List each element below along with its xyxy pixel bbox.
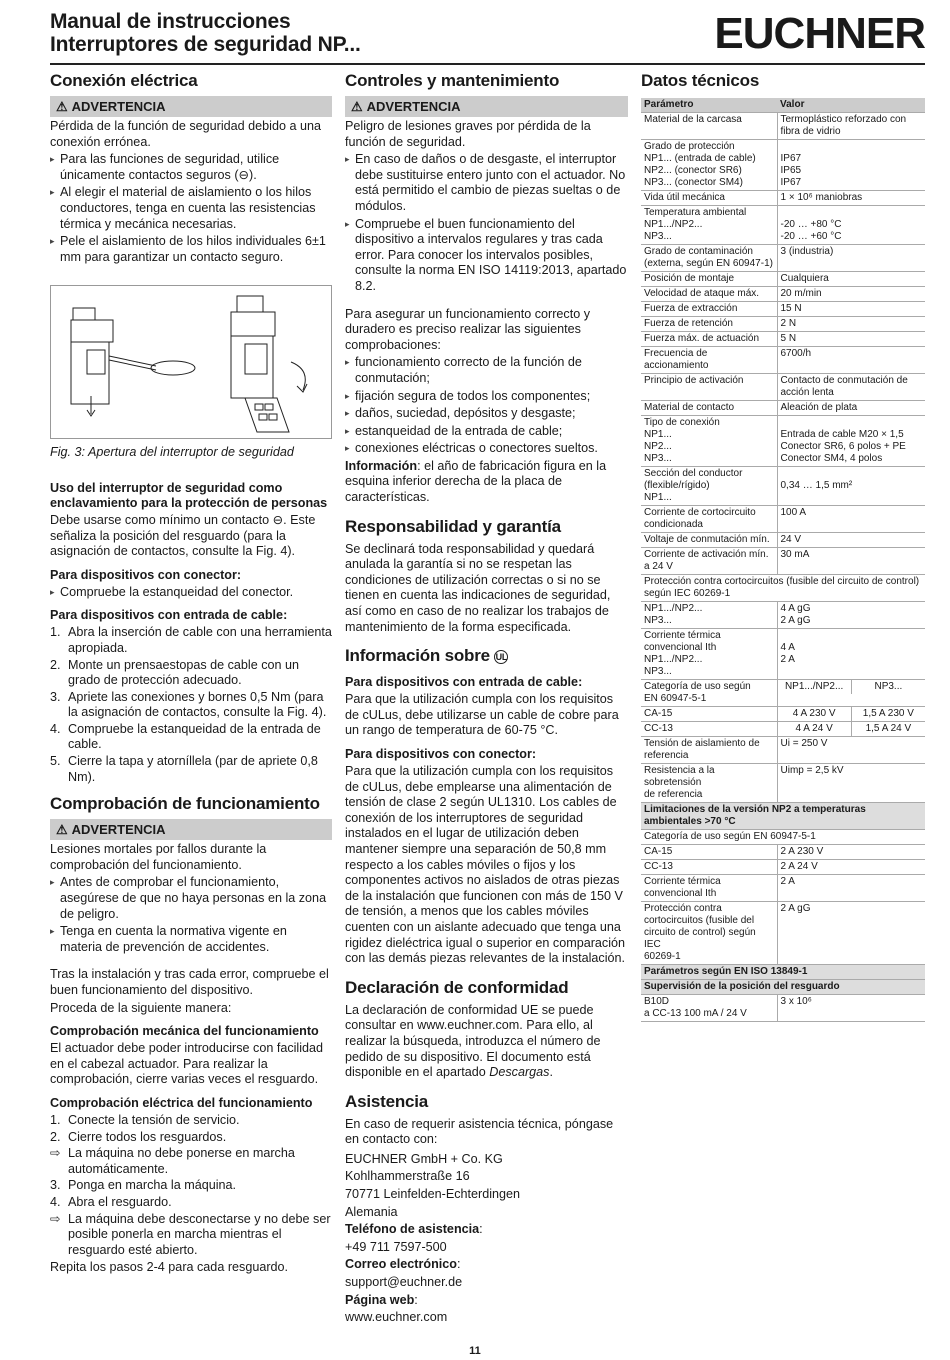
warning-text: Pérdida de la función de seguridad debido a una conexión errónea. [50,119,321,149]
value-cell: 3 (industria) [777,245,925,272]
heading-comprobacion: Comprobación de funcionamiento [50,794,320,814]
list-item: 5. Cierre la tapa y atorníllela (par de apriete 0,8 Nm). [50,754,318,784]
heading-cable-ul: Para dispositivos con entrada de cable: [345,675,583,690]
heading-informacion: Información sobre UL [345,646,508,666]
tel-value: +49 711 7597-500 [345,1239,447,1254]
value-cell: Ui = 250 V [777,737,925,764]
table-row [641,416,925,467]
table-row [641,902,925,965]
title-line-1: Manual de instrucciones [50,10,291,33]
table-row [641,206,925,245]
figure-switch-opening [50,285,332,439]
uso-text: Debe usarse como mínimo un contacto ⊖. Este señaliza la posición del resguardo (para la asignación de contactos, consulte la Fig. 4). [50,512,316,559]
value-cell: 20 m/min [777,287,925,302]
warning-bullet: ▸ Compruebe el buen funcionamiento del dispositivo a intervalos regulares y tras cada error. Para conocer los intervalos posibles, consulte la norma EN ISO 14119:2013, apartado 8.2. [345,217,628,295]
table-row [641,113,925,140]
warning-text: Peligro de lesiones graves por pérdida de la función de seguridad. [345,119,591,149]
value-cell: Uimp = 2,5 kV [777,764,925,803]
param-cell: Grado de protección NP1... (entrada de cable) NP2... (conector SR6) NP3... (conector SM4) [641,140,777,191]
value-cell: 100 A [777,506,925,533]
web-label: Página web: [345,1292,418,1307]
param-cell: Corriente de cortocircuito condicionada [641,506,777,533]
param-cell: Temperatura ambiental NP1.../NP2... NP3... [641,206,777,245]
param-cell: Tipo de conexión NP1... NP2... NP3... [641,416,777,467]
list-item: ▸ estanqueidad de la entrada de cable; [345,424,628,440]
cable-ul-text: Para que la utilización cumpla con los requisitos de cULus, debe utilizarse un cable de cobre para un rango de temperatura de 60-75 °C. [345,692,619,738]
value-cell: NP1.../NP2... NP3... [777,680,925,707]
heading-responsabilidad: Responsabilidad y garantía [345,516,561,536]
warning-text: Lesiones mortales por fallos durante la comprobación del funcionamiento. [50,842,267,872]
maintenance-list [345,355,628,457]
heading-conexion: Conexión eléctrica [50,71,198,90]
param-cell: Velocidad de ataque máx. [641,287,777,302]
table-row [641,980,925,995]
value-cell: 4 A 2 A [777,629,925,680]
value-cell: 2 N [777,317,925,332]
warning-label: ADVERTENCIA [366,99,461,114]
value-cell: 2 A 24 V [777,860,925,875]
document-title [50,10,361,56]
param-cell: Corriente térmica convencional Ith [641,875,777,902]
value-cell: Termoplástico reforzado con fibra de vidrio [777,113,925,140]
heading-electrica: Comprobación eléctrica del funcionamiento [50,1095,313,1110]
value-cell: 3 x 10⁶ [777,995,925,1022]
section-header: Parámetros según EN ISO 13849-1 [641,965,925,980]
conector-ul-text: Para que la utilización cumpla con los requisitos de cULus, debe emplearse una alimentación de tensión de clase 2 según UL1310. Los cables de conexión de los interruptores de seguridad instalados en el lugar de utilización deben mantener siempre una separación de 50,8 mm respecto a los cables móviles o fijos y los componentes activos no aislados de otras piezas de la instalación que funcionen con más de 150 V de tensión, a menos que los cables móviles cuenten con un aislante adecuado que tenga una rigidez dieléctrica igual o superior en comparación con las demás piezas relevantes de la instalación. [345,764,626,966]
table-row [641,548,925,575]
address-line: Alemania [345,1204,398,1219]
page-number: 11 [469,1345,481,1357]
table-row [641,575,925,602]
euchner-logo: EUCHNER [714,9,925,58]
value-cell: Contacto de conmutación de acción lenta [777,374,925,401]
param-cell: Grado de contaminación (externa, según EN 60947-1) [641,245,777,272]
maintenance-intro: Para asegurar un funcionamiento correcto y duradero es preciso realizar las siguientes comprobaciones: [345,306,591,352]
heading-conector: Para dispositivos con conector: [50,567,242,582]
param-cell: Principio de activación [641,374,777,401]
after-install-text: Tras la instalación y tras cada error, compruebe el buen funcionamiento del dispositivo. [50,967,329,997]
warning-bullet: ▸ Pele el aislamiento de los hilos individuales 6±1 mm para garantizar un contacto seguro. [50,234,332,265]
table-row [641,707,925,722]
param-cell: CC-13 [641,722,777,737]
table-row [641,602,925,629]
warning-box-1 [50,96,332,271]
mail-link[interactable]: support@euchner.de [345,1275,463,1290]
table-row [641,332,925,347]
warning-icon: ⚠ [56,99,68,114]
web-link[interactable]: www.euchner.com [345,1310,448,1325]
table-row [641,347,925,374]
table-row [641,764,925,803]
section-header: Limitaciones de la versión NP2 a temperaturas ambientales >70 °C [641,803,925,830]
table-row [641,287,925,302]
list-item: 2. Cierre todos los resguardos. [50,1129,227,1144]
list-item: ⇨ La máquina no debe ponerse en marcha automáticamente. [50,1146,295,1176]
table-row [641,737,925,764]
value-cell: 6700/h [777,347,925,374]
title-line-2: Interruptores de seguridad NP... [50,33,361,56]
warning-bullet: ▸ En caso de daños o de desgaste, el interruptor debe sustituirse entero junto con el actuador. No está permitido el cambio de piezas sueltas o de módulos. [345,152,628,214]
list-item: 4. Compruebe la estanqueidad de la entrada de cable. [50,721,321,752]
heading-conector-ul: Para dispositivos con conector: [345,747,537,761]
table-row [641,245,925,272]
param-cell: Voltaje de conmutación mín. [641,533,777,548]
value-cell: Aleación de plata [777,401,925,416]
param-cell: Tensión de aislamiento de referencia [641,737,777,764]
heading-asistencia: Asistencia [345,1091,429,1111]
table-row [641,506,925,533]
heading-controles: Controles y mantenimiento [345,71,560,90]
value-cell: 2 A gG [777,902,925,965]
table-row [641,722,925,737]
warning-bullet: ▸ Tenga en cuenta la normativa vigente en materia de prevención de accidentes. [50,924,332,955]
address-line: EUCHNER GmbH + Co. KG [345,1151,503,1166]
table-row [641,845,925,860]
list-item: 2. Monte un prensaestopas de cable con un grado de protección adecuado. [50,657,300,688]
value-cell: 2 A [777,875,925,902]
table-row [641,680,925,707]
warning-label: ADVERTENCIA [71,99,166,114]
column-right [641,70,925,1022]
value-cell: 5 N [777,332,925,347]
param-cell: Posición de montaje [641,272,777,287]
repeat-text: Repita los pasos 2-4 para cada resguardo. [50,1260,289,1275]
table-row [641,629,925,680]
param-cell: Sección del conductor (flexible/rígido) NP1... [641,467,777,506]
heading-cable: Para dispositivos con entrada de cable: [50,608,288,623]
value-cell: 24 V [777,533,925,548]
info-paragraph: Información: el año de fabricación figura en la esquina inferior derecha de la placa de características. [345,458,607,505]
list-item: 1. Conecte la tensión de servicio. [50,1112,240,1127]
tel-label: Teléfono de asistencia: [345,1222,483,1237]
param-cell: B10D a CC-13 100 mA / 24 V [641,995,777,1022]
section-header: Supervisión de la posición del resguardo [641,980,925,995]
param-cell: Fuerza de retención [641,317,777,332]
value-cell: 0,34 … 1,5 mm² [777,467,925,506]
address-line: 70771 Leinfelden-Echterdingen [345,1187,521,1202]
value-cell: IP67 IP65 IP67 [777,140,925,191]
value-cell: -20 … +80 °C -20 … +60 °C [777,206,925,245]
value-cell: 2 A 230 V [777,845,925,860]
responsabilidad-text: Se declinará toda responsabilidad y quedará anulada la garantía si no se respetan las condiciones de utilización correctas o si no se tienen en cuenta las indicaciones de seguridad, así como en caso de no realizar los trabajos de mantenimiento de la forma especificada. [345,541,611,634]
declaracion-text: La declaración de conformidad UE se puede consultar en www.euchner.com. Para ello, al realizar la búsqueda, introduzca el número de pedido de su dispositivo. El documento está disponible en el apartado Descargas. [345,1002,601,1080]
list-item: ▸ daños, suciedad, depósitos y desgaste; [345,406,628,422]
table-row [641,140,925,191]
table-row [641,191,925,206]
warning-icon: ⚠ [351,99,363,114]
list-item: ▸ funcionamiento correcto de la función de conmutación; [345,355,628,386]
table-row [641,467,925,506]
param-cell: Material de la carcasa [641,113,777,140]
param-cell: Protección contra cortocircuitos (fusible del circuito de control) según IEC 60269-1 [641,902,777,965]
list-item: 4. Abra el resguardo. [50,1194,172,1209]
list-item: ⇨ La máquina debe desconectarse y no debe ser posible ponerla en marcha mientras el resguardo esté abierto. [50,1211,331,1257]
param-cell: NP1.../NP2... NP3... [641,602,777,629]
warning-bullet: ▸ Al elegir el material de aislamiento o los hilos conductores, tenga en cuenta las resistencias térmica y mecánica necesarias. [50,185,332,232]
warning-box-3 [50,819,332,961]
culus-icon: UL [495,651,508,662]
column-middle [345,70,628,1328]
warning-box-2 [345,96,628,301]
cable-steps [50,625,332,785]
heading-uso: Uso del interruptor de seguridad como enclavamiento para la protección de personas [50,480,328,510]
warning-icon: ⚠ [56,822,68,838]
table-row [641,875,925,902]
value-cell: Entrada de cable M20 × 1,5 Conector SR6, 6 polos + PE Conector SM4, 4 polos [777,416,925,467]
list-item: 1. Abra la inserción de cable con una herramienta apropiada. [50,625,332,655]
header-rule [50,63,925,65]
value-cell: 1 × 10⁶ maniobras [777,191,925,206]
param-cell: Fuerza máx. de actuación [641,332,777,347]
value-cell: 4 A gG 2 A gG [777,602,925,629]
heading-datos: Datos técnicos [641,71,760,90]
proceed-text: Proceda de la siguiente manera: [50,1000,232,1015]
list-item: ▸ fijación segura de todos los componentes; [345,389,628,405]
list-item: ▸ conexiones eléctricas o conectores sueltos. [345,441,628,457]
table-row [641,533,925,548]
conector-bullet: ▸ Compruebe la estanqueidad del conector. [50,585,332,601]
param-cell: Fuerza de extracción [641,302,777,317]
table-row [641,272,925,287]
table-row [641,302,925,317]
param-cell: CC-13 [641,860,777,875]
mail-label: Correo electrónico: [345,1257,461,1272]
column-header: Valor [777,98,925,113]
param-cell: Frecuencia de accionamiento [641,347,777,374]
value-cell: 15 N [777,302,925,317]
column-header: Parámetro [641,98,777,113]
param-cell: Categoría de uso según EN 60947-5-1 [641,680,777,707]
warning-bullet: ▸ Antes de comprobar el funcionamiento, asegúrese de que no haya personas en la zona de peligro. [50,875,332,922]
table-row [641,317,925,332]
value-cell: 4 A 230 V 1,5 A 230 V [777,707,925,722]
span-cell: Protección contra cortocircuitos (fusible del circuito de control) según IEC 60269-1 [641,575,925,602]
table-row [641,374,925,401]
figure-caption: Fig. 3: Apertura del interruptor de seguridad [50,445,294,460]
table-header-row [641,98,925,113]
table-row [641,860,925,875]
value-cell: Cualquiera [777,272,925,287]
param-cell: Corriente de activación mín. a 24 V [641,548,777,575]
table-row [641,830,925,845]
list-item: 3. Apriete las conexiones y bornes 0,5 Nm (para la asignación de contactos, consulte la Fig. 4). [50,689,327,720]
param-cell: CA-15 [641,845,777,860]
param-cell: CA-15 [641,707,777,722]
heading-mecanica: Comprobación mecánica del funcionamiento [50,1024,319,1039]
warning-label: ADVERTENCIA [71,822,166,838]
heading-declaracion: Declaración de conformidad [345,977,569,997]
list-item: 3. Ponga en marcha la máquina. [50,1178,237,1193]
value-cell: 4 A 24 V 1,5 A 24 V [777,722,925,737]
param-cell: Resistencia a la sobretensión de referencia [641,764,777,803]
table-row [641,401,925,416]
table-row [641,965,925,980]
switch-illustration [51,286,333,440]
span-cell: Categoría de uso según EN 60947-5-1 [641,830,925,845]
param-cell: Material de contacto [641,401,777,416]
param-cell: Vida útil mecánica [641,191,777,206]
mecanica-text: El actuador debe poder introducirse con facilidad en el cabezal actuador. Para realizar la comprobación, cierre varias veces el resguardo. [50,1041,324,1087]
value-cell: 30 mA [777,548,925,575]
table-row [641,803,925,830]
param-cell: Corriente térmica convencional Ith NP1.../NP2... NP3... [641,629,777,680]
asistencia-text: En caso de requerir asistencia técnica, póngase en contacto con: [345,1116,614,1147]
tech-data-table [641,98,925,1022]
address-line: Kohlhammerstraße 16 [345,1169,470,1184]
electric-steps [50,1113,332,1258]
warning-bullet: ▸ Para las funciones de seguridad, utilice únicamente contactos seguros (⊖). [50,152,332,183]
column-left [50,70,332,1278]
table-row [641,995,925,1022]
